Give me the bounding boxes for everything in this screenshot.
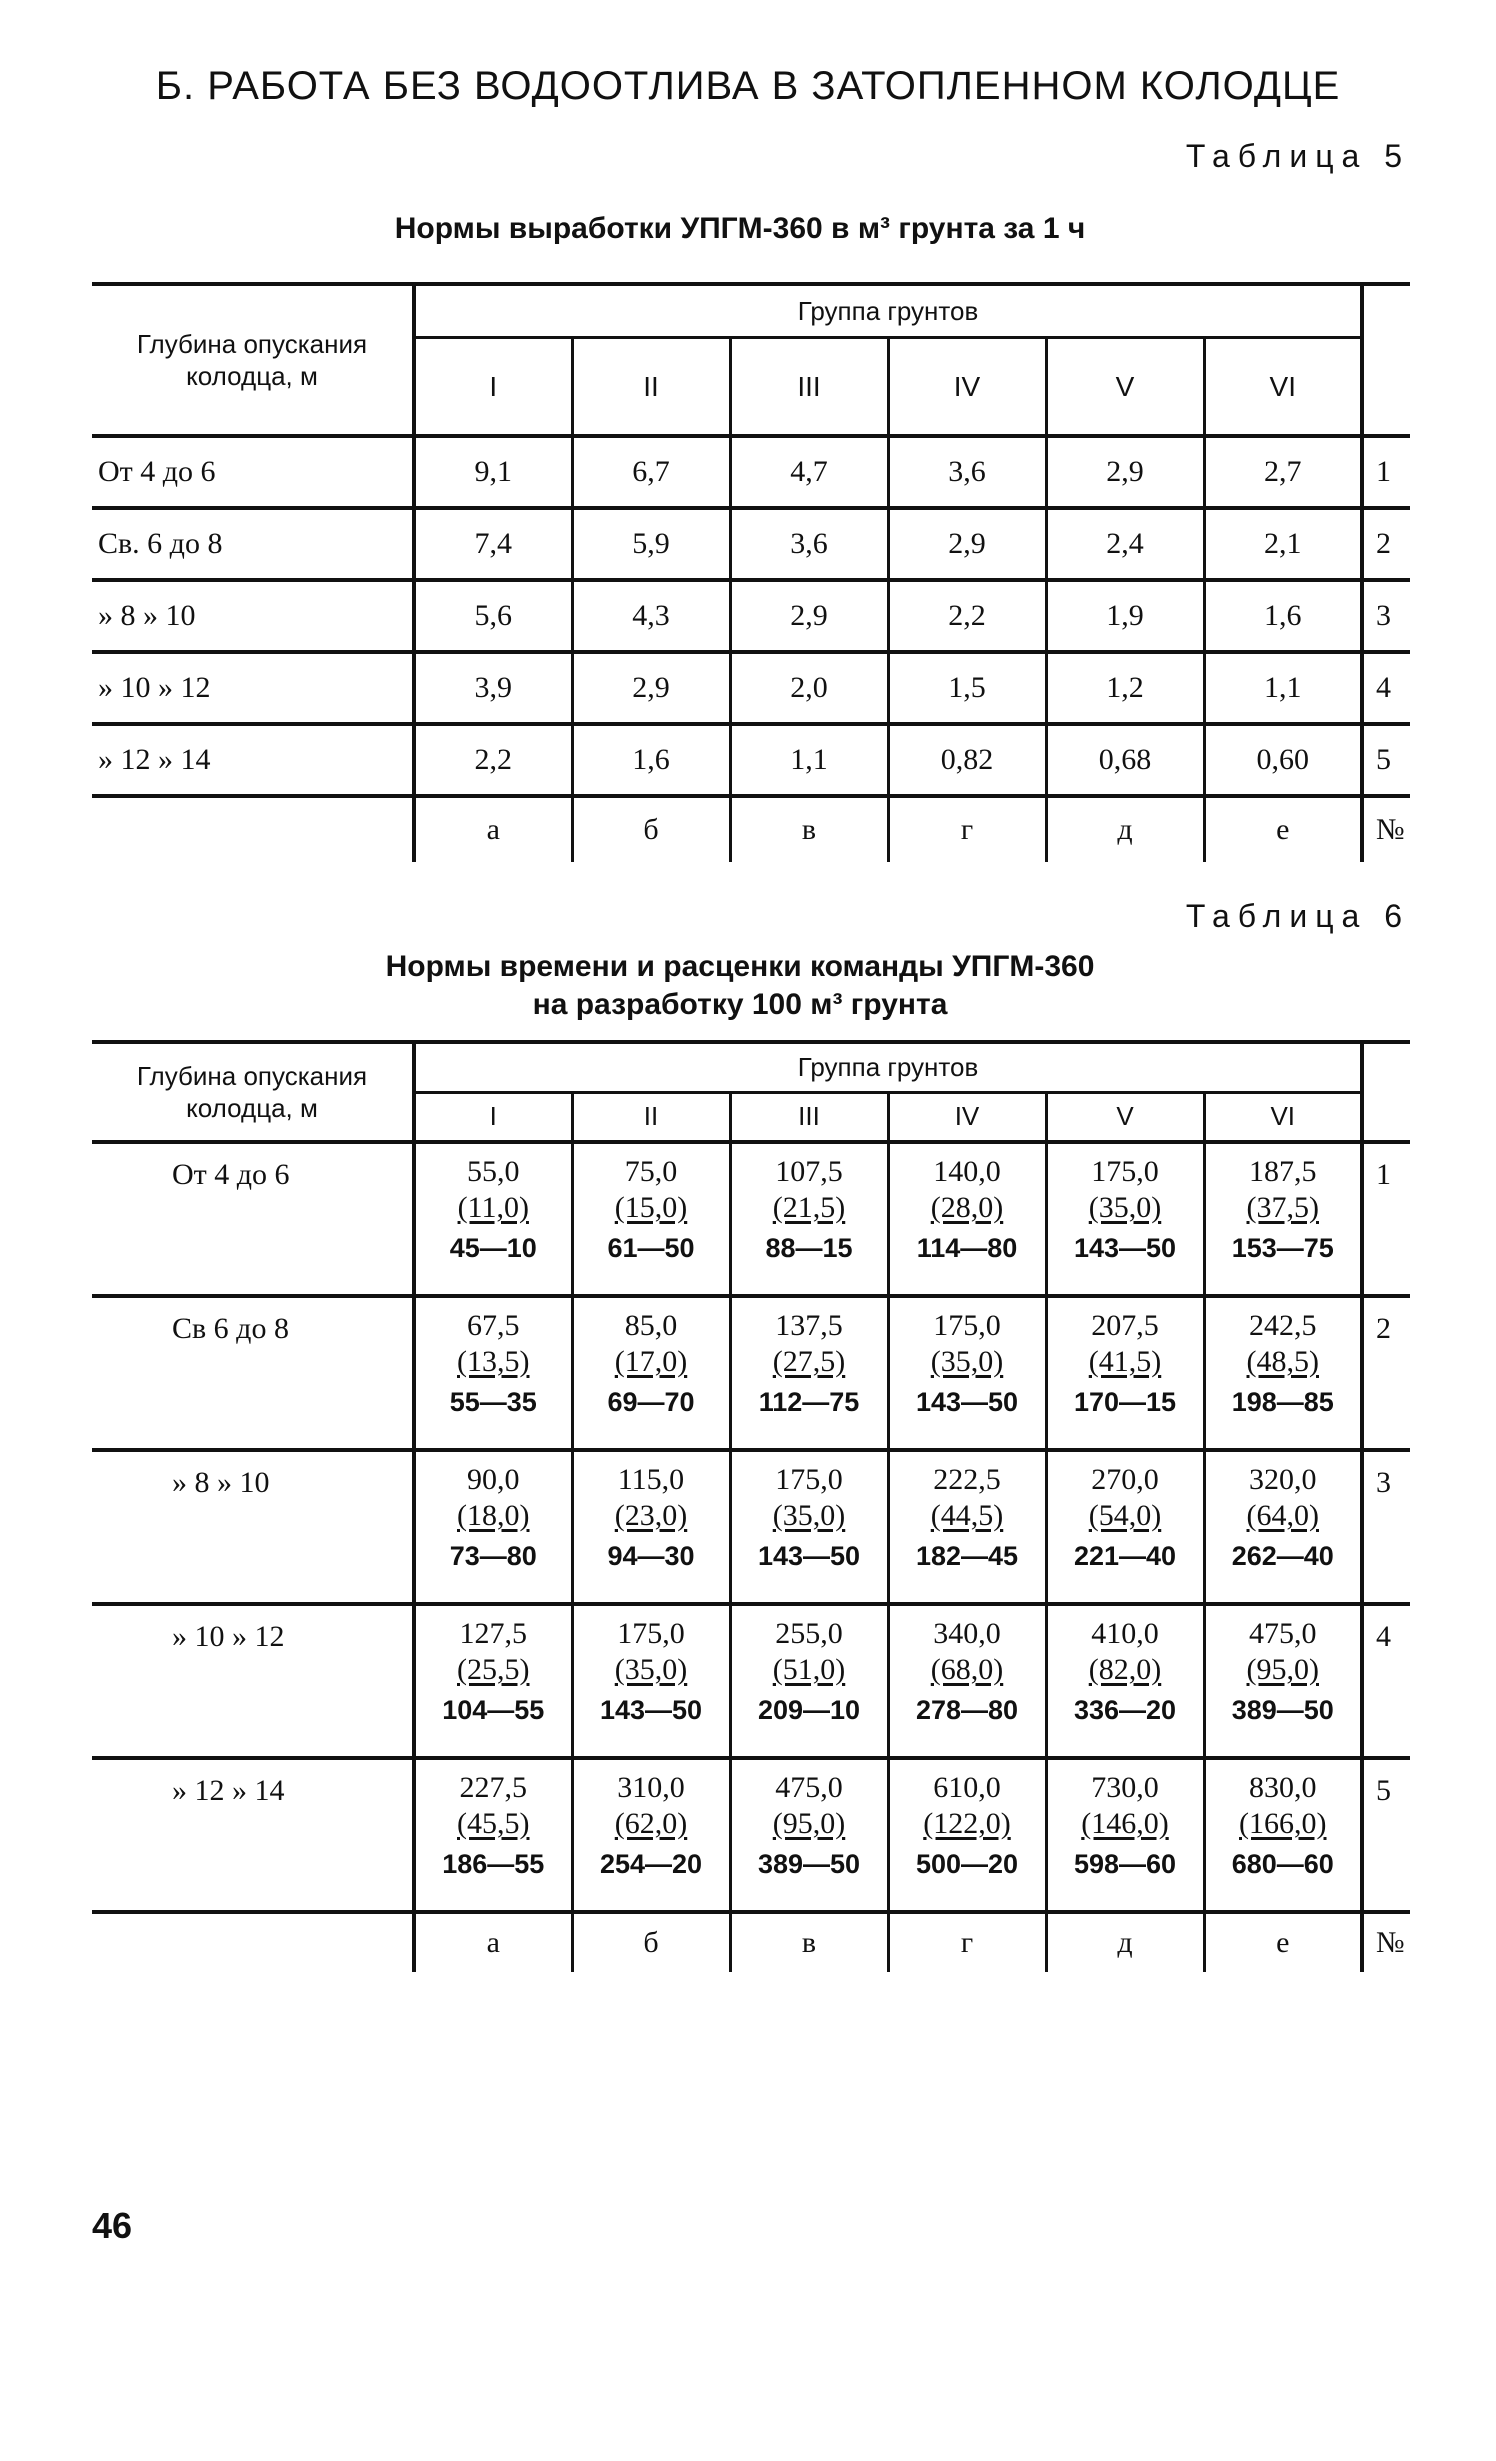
crew-time-wrap [574, 1806, 729, 1842]
table5-body [92, 436, 1410, 862]
crew-time: (146,0) [1081, 1807, 1169, 1840]
table6-body [92, 1142, 1410, 1972]
crew-time-wrap [416, 1344, 571, 1380]
value-cell: 1,6 [1204, 580, 1362, 652]
column-letter-cell: е [1204, 1912, 1362, 1972]
value-cell: 9,1 [414, 436, 572, 508]
rate-value: 182—45 [915, 1541, 1019, 1571]
crew-time-wrap [574, 1190, 729, 1226]
table5-no-header [1362, 284, 1410, 436]
crew-time: (35,0) [772, 1499, 846, 1532]
crew-time: (82,0) [1088, 1653, 1162, 1686]
value-cell: 7,4 [414, 508, 572, 580]
time-norm: 340,0 [933, 1617, 1001, 1650]
crew-time: (68,0) [930, 1653, 1004, 1686]
rate-value: 94—30 [607, 1541, 695, 1571]
table5-group-vi: VI [1204, 338, 1362, 437]
table-row [92, 1604, 1410, 1758]
depth-cell: Св. 6 до 8 [92, 508, 414, 580]
row-number-cell: 2 [1362, 508, 1410, 580]
value-cell: 1,9 [1046, 580, 1204, 652]
norm-cell [572, 1604, 730, 1758]
column-letter-cell: а [414, 1912, 572, 1972]
rate-value: 198—85 [1231, 1387, 1334, 1417]
row-number-cell: 4 [1362, 1604, 1410, 1758]
time-norm: 270,0 [1091, 1463, 1159, 1496]
value-cell: 3,6 [730, 508, 888, 580]
time-norm: 67,5 [467, 1309, 520, 1342]
norm-cell [1204, 1604, 1362, 1758]
table-row [92, 1142, 1410, 1296]
crew-time-wrap [890, 1806, 1045, 1842]
time-norm: 227,5 [459, 1771, 527, 1804]
norm-cell [1046, 1758, 1204, 1912]
norm-cell [730, 1604, 888, 1758]
blank-cell [92, 1912, 414, 1972]
table6 [92, 1040, 1410, 1972]
norm-cell [1204, 1450, 1362, 1604]
crew-time-wrap [732, 1806, 887, 1842]
table5 [92, 282, 1410, 862]
rate-value: 55—35 [449, 1387, 537, 1417]
crew-time: (25,5) [457, 1653, 530, 1686]
crew-time: (166,0) [1239, 1807, 1327, 1840]
row-number-cell: 5 [1362, 724, 1410, 796]
table6-label: Таблица 6 [1185, 898, 1410, 934]
column-letters-row [92, 1912, 1410, 1972]
norm-cell [1204, 1758, 1362, 1912]
depth-cell: » 12 » 14 [92, 1758, 414, 1912]
crew-time-wrap [1206, 1652, 1361, 1688]
crew-time-wrap [1048, 1806, 1203, 1842]
row-number-cell: 5 [1362, 1758, 1410, 1912]
value-cell: 0,60 [1204, 724, 1362, 796]
time-norm: 175,0 [1091, 1155, 1159, 1188]
time-norm: 222,5 [933, 1463, 1001, 1496]
table5-group-iv: IV [888, 338, 1046, 437]
crew-time-wrap [1048, 1652, 1203, 1688]
norm-cell [414, 1604, 572, 1758]
depth-cell: Св 6 до 8 [92, 1296, 414, 1450]
table6-group-header: Группа грунтов [414, 1042, 1362, 1092]
row-number-cell: 3 [1362, 580, 1410, 652]
rate-value: 104—55 [442, 1695, 545, 1725]
crew-time: (17,0) [614, 1345, 688, 1378]
table-row [92, 1758, 1410, 1912]
rate-value: 278—80 [915, 1695, 1019, 1725]
time-norm: 127,5 [459, 1617, 527, 1650]
crew-time: (122,0) [923, 1807, 1011, 1840]
norm-cell [572, 1450, 730, 1604]
value-cell: 0,68 [1046, 724, 1204, 796]
time-norm: 175,0 [775, 1463, 843, 1496]
norm-cell [888, 1604, 1046, 1758]
rate-value: 389—50 [757, 1849, 861, 1879]
crew-time-wrap [1206, 1190, 1361, 1226]
crew-time-wrap [574, 1652, 729, 1688]
table6-group-iv: IV [888, 1092, 1046, 1142]
crew-time: (35,0) [614, 1653, 688, 1686]
table6-no-header [1362, 1042, 1410, 1142]
row-number-cell: 3 [1362, 1450, 1410, 1604]
value-cell: 2,0 [730, 652, 888, 724]
crew-time: (21,5) [772, 1191, 846, 1224]
crew-time-wrap [416, 1498, 571, 1534]
rate-value: 45—10 [449, 1233, 537, 1263]
table-row [92, 436, 1410, 508]
crew-time-wrap [574, 1344, 729, 1380]
rate-value: 170—15 [1073, 1387, 1177, 1417]
value-cell: 4,7 [730, 436, 888, 508]
rate-value: 262—40 [1231, 1541, 1334, 1571]
norm-cell [414, 1296, 572, 1450]
value-cell: 1,1 [730, 724, 888, 796]
value-cell: 2,9 [1046, 436, 1204, 508]
value-cell: 2,7 [1204, 436, 1362, 508]
crew-time-wrap [732, 1652, 887, 1688]
time-norm: 610,0 [933, 1771, 1001, 1804]
crew-time: (54,0) [1088, 1499, 1162, 1532]
column-letter-cell: в [730, 1912, 888, 1972]
crew-time: (18,0) [457, 1499, 530, 1532]
norm-cell [1046, 1142, 1204, 1296]
rate-value: 114—80 [916, 1233, 1018, 1263]
time-norm: 175,0 [933, 1309, 1001, 1342]
table-row [92, 652, 1410, 724]
no-label-cell: № [1362, 1912, 1410, 1972]
row-number-cell: 1 [1362, 436, 1410, 508]
column-letter-cell: е [1204, 796, 1362, 862]
rate-value: 680—60 [1231, 1849, 1334, 1879]
table-row [92, 1296, 1410, 1450]
crew-time: (62,0) [614, 1807, 688, 1840]
table5-group-v: V [1046, 338, 1204, 437]
crew-time: (48,5) [1246, 1345, 1319, 1378]
time-norm: 75,0 [624, 1155, 678, 1188]
crew-time-wrap [1048, 1190, 1203, 1226]
value-cell: 1,2 [1046, 652, 1204, 724]
table5-group-ii: II [572, 338, 730, 437]
depth-cell: » 8 » 10 [92, 580, 414, 652]
crew-time: (64,0) [1246, 1499, 1319, 1532]
time-norm: 830,0 [1249, 1771, 1317, 1804]
crew-time: (28,0) [930, 1191, 1004, 1224]
rate-value: 112—75 [758, 1387, 860, 1417]
rate-value: 88—15 [765, 1233, 853, 1263]
time-norm: 137,5 [775, 1309, 843, 1342]
table6-group-i: I [414, 1092, 572, 1142]
table-row [92, 580, 1410, 652]
value-cell: 5,6 [414, 580, 572, 652]
norm-cell [414, 1758, 572, 1912]
value-cell: 2,9 [888, 508, 1046, 580]
table5-depth-header: Глубина опускания колодца, м [92, 284, 414, 436]
table6-group-v: V [1046, 1092, 1204, 1142]
rate-value: 143—50 [1073, 1233, 1177, 1263]
row-number-cell: 2 [1362, 1296, 1410, 1450]
time-norm: 475,0 [775, 1771, 843, 1804]
crew-time: (27,5) [772, 1345, 846, 1378]
value-cell: 1,6 [572, 724, 730, 796]
crew-time-wrap [574, 1498, 729, 1534]
norm-cell [572, 1758, 730, 1912]
value-cell: 2,4 [1046, 508, 1204, 580]
crew-time: (13,5) [457, 1345, 530, 1378]
time-norm: 475,0 [1249, 1617, 1317, 1650]
rate-value: 153—75 [1231, 1233, 1334, 1263]
norm-cell [414, 1450, 572, 1604]
crew-time-wrap [1048, 1498, 1203, 1534]
crew-time: (95,0) [1246, 1653, 1319, 1686]
crew-time: (95,0) [772, 1807, 846, 1840]
depth-cell: » 8 » 10 [92, 1450, 414, 1604]
value-cell: 2,2 [414, 724, 572, 796]
norm-cell [730, 1758, 888, 1912]
section-heading: Б. РАБОТА БЕЗ ВОДООТЛИВА В ЗАТОПЛЕННОМ КОЛОДЦЕ [155, 64, 1341, 108]
norm-cell [888, 1758, 1046, 1912]
table6-group-iii: III [730, 1092, 888, 1142]
crew-time-wrap [416, 1806, 571, 1842]
crew-time-wrap [732, 1190, 887, 1226]
norm-cell [572, 1142, 730, 1296]
row-number-cell: 4 [1362, 652, 1410, 724]
norm-cell [1046, 1604, 1204, 1758]
crew-time-wrap [732, 1498, 887, 1534]
crew-time-wrap [890, 1190, 1045, 1226]
norm-cell [1204, 1142, 1362, 1296]
crew-time: (51,0) [772, 1653, 846, 1686]
depth-cell: » 10 » 12 [92, 1604, 414, 1758]
time-norm: 55,0 [467, 1155, 520, 1188]
norm-cell [730, 1450, 888, 1604]
rate-value: 598—60 [1073, 1849, 1177, 1879]
rate-value: 209—10 [757, 1695, 861, 1725]
crew-time-wrap [890, 1344, 1045, 1380]
value-cell: 3,9 [414, 652, 572, 724]
rate-value: 143—50 [915, 1387, 1019, 1417]
crew-time: (37,5) [1246, 1191, 1319, 1224]
crew-time: (41,5) [1088, 1345, 1162, 1378]
norm-cell [888, 1142, 1046, 1296]
column-letter-cell: г [888, 796, 1046, 862]
no-label-cell: № [1362, 796, 1410, 862]
norm-cell [1046, 1296, 1204, 1450]
table6-group-ii: II [572, 1092, 730, 1142]
crew-time-wrap [416, 1652, 571, 1688]
table5-group-header: Группа грунтов [414, 284, 1362, 338]
column-letter-cell: д [1046, 796, 1204, 862]
column-letter-cell: б [572, 1912, 730, 1972]
table6-depth-header: Глубина опускания колодца, м [92, 1042, 414, 1142]
value-cell: 0,82 [888, 724, 1046, 796]
crew-time: (45,5) [457, 1807, 530, 1840]
value-cell: 4,3 [572, 580, 730, 652]
table5-caption: Нормы выработки УПГМ-360 в м³ грунта за 1 ч [394, 212, 1086, 245]
table-row [92, 724, 1410, 796]
value-cell: 2,9 [572, 652, 730, 724]
crew-time: (35,0) [1088, 1191, 1162, 1224]
rate-value: 254—20 [599, 1849, 703, 1879]
time-norm: 320,0 [1249, 1463, 1317, 1496]
value-cell: 1,1 [1204, 652, 1362, 724]
table6-group-vi: VI [1204, 1092, 1362, 1142]
value-cell: 3,6 [888, 436, 1046, 508]
table6-caption-line1: Нормы времени и расценки команды УПГМ-360 [385, 950, 1095, 983]
value-cell: 1,5 [888, 652, 1046, 724]
crew-time: (23,0) [614, 1499, 688, 1532]
time-norm: 107,5 [775, 1155, 843, 1188]
rate-value: 73—80 [449, 1541, 537, 1571]
rate-value: 186—55 [442, 1849, 545, 1879]
table6-caption-line2: на разработку 100 м³ грунта [532, 988, 948, 1021]
crew-time-wrap [1206, 1806, 1361, 1842]
time-norm: 140,0 [933, 1155, 1001, 1188]
time-norm: 175,0 [617, 1617, 685, 1650]
crew-time-wrap [1048, 1344, 1203, 1380]
time-norm: 187,5 [1249, 1155, 1317, 1188]
column-letter-cell: б [572, 796, 730, 862]
norm-cell [888, 1450, 1046, 1604]
column-letter-cell: а [414, 796, 572, 862]
table-row [92, 1450, 1410, 1604]
table5-group-iii: III [730, 338, 888, 437]
time-norm: 90,0 [467, 1463, 520, 1496]
crew-time-wrap [732, 1344, 887, 1380]
rate-value: 143—50 [599, 1695, 703, 1725]
row-number-cell: 1 [1362, 1142, 1410, 1296]
crew-time-wrap [1206, 1498, 1361, 1534]
norm-cell [1204, 1296, 1362, 1450]
norm-cell [888, 1296, 1046, 1450]
table6-caption [260, 948, 1220, 1024]
table5-group-i: I [414, 338, 572, 437]
time-norm: 410,0 [1091, 1617, 1159, 1650]
crew-time-wrap [890, 1652, 1045, 1688]
norm-cell [730, 1296, 888, 1450]
time-norm: 85,0 [624, 1309, 678, 1342]
rate-value: 336—20 [1073, 1695, 1177, 1725]
time-norm: 207,5 [1091, 1309, 1159, 1342]
rate-value: 143—50 [757, 1541, 861, 1571]
value-cell: 6,7 [572, 436, 730, 508]
value-cell: 2,1 [1204, 508, 1362, 580]
table-row [92, 508, 1410, 580]
crew-time: (44,5) [930, 1499, 1004, 1532]
crew-time-wrap [890, 1498, 1045, 1534]
crew-time-wrap [1206, 1344, 1361, 1380]
column-letter-cell: г [888, 1912, 1046, 1972]
crew-time: (15,0) [614, 1191, 688, 1224]
depth-cell: От 4 до 6 [92, 1142, 414, 1296]
rate-value: 500—20 [915, 1849, 1019, 1879]
depth-cell: » 12 » 14 [92, 724, 414, 796]
depth-cell: » 10 » 12 [92, 652, 414, 724]
time-norm: 242,5 [1249, 1309, 1317, 1342]
value-cell: 2,9 [730, 580, 888, 652]
crew-time-wrap [416, 1190, 571, 1226]
time-norm: 115,0 [617, 1463, 685, 1496]
norm-cell [572, 1296, 730, 1450]
table5-label: Таблица 5 [1185, 138, 1410, 174]
column-letter-cell: в [730, 796, 888, 862]
crew-time: (35,0) [930, 1345, 1004, 1378]
page-number: 46 [92, 2205, 133, 2246]
value-cell: 5,9 [572, 508, 730, 580]
time-norm: 730,0 [1091, 1771, 1159, 1804]
value-cell: 2,2 [888, 580, 1046, 652]
depth-cell: От 4 до 6 [92, 436, 414, 508]
blank-cell [92, 796, 414, 862]
rate-value: 61—50 [607, 1233, 695, 1263]
column-letter-cell: д [1046, 1912, 1204, 1972]
rate-value: 221—40 [1073, 1541, 1177, 1571]
crew-time: (11,0) [457, 1191, 529, 1224]
norm-cell [730, 1142, 888, 1296]
rate-value: 69—70 [607, 1387, 695, 1417]
time-norm: 255,0 [775, 1617, 843, 1650]
norm-cell [414, 1142, 572, 1296]
rate-value: 389—50 [1231, 1695, 1334, 1725]
column-letters-row [92, 796, 1410, 862]
norm-cell [1046, 1450, 1204, 1604]
time-norm: 310,0 [617, 1771, 685, 1804]
